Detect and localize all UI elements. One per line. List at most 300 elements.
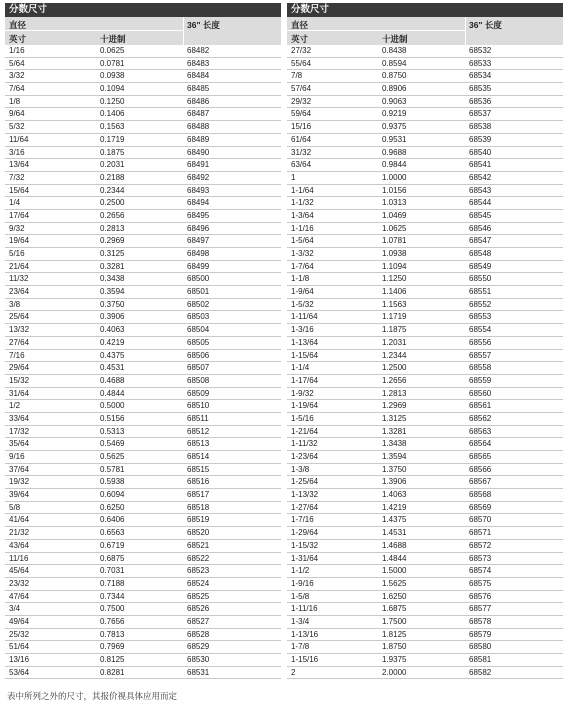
- code-cell: 68507: [187, 363, 210, 373]
- inch-cell: 3/32: [9, 71, 25, 81]
- decimal-cell: 0.4688: [100, 375, 125, 385]
- decimal-cell: 1.0781: [382, 236, 407, 246]
- decimal-cell: 1.3281: [382, 426, 407, 436]
- inch-cell: 25/64: [9, 312, 30, 322]
- code-cell: 68552: [469, 299, 492, 309]
- inch-cell: 55/64: [291, 58, 312, 68]
- inch-cell: 7/16: [9, 350, 25, 360]
- code-cell: 68502: [187, 299, 210, 309]
- inch-cell: 15/64: [9, 185, 30, 195]
- code-cell: 68553: [469, 312, 492, 322]
- code-cell: 68572: [469, 540, 492, 550]
- table-row: [287, 667, 563, 680]
- inch-cell: 7/32: [9, 172, 25, 182]
- table-row: [287, 324, 563, 337]
- inch-cell: 11/32: [9, 274, 29, 284]
- code-cell: 68532: [469, 46, 492, 55]
- inch-cell: 11/16: [9, 553, 29, 563]
- table-row: [5, 400, 281, 413]
- table-row: [5, 286, 281, 299]
- inch-cell: 31/32: [291, 147, 312, 157]
- inch-cell: 1-7/64: [291, 261, 314, 271]
- table-row: [5, 438, 281, 451]
- table-row: [287, 299, 563, 312]
- table-row: [5, 273, 281, 286]
- table-row: [287, 261, 563, 274]
- inch-cell: 19/32: [9, 477, 30, 487]
- table-row: [5, 350, 281, 363]
- header-length-code: 36" 长度: [469, 20, 502, 30]
- decimal-cell: 0.9531: [382, 134, 407, 144]
- code-cell: 68522: [187, 553, 210, 563]
- decimal-cell: 1.3438: [382, 439, 407, 449]
- inch-cell: 1-23/64: [291, 452, 319, 461]
- table-row: [5, 58, 281, 71]
- code-cell: 68500: [187, 274, 210, 284]
- decimal-cell: 1.8750: [382, 642, 407, 652]
- inch-cell: 49/64: [9, 616, 30, 626]
- code-cell: 68506: [187, 350, 210, 360]
- code-cell: 68559: [469, 375, 492, 385]
- decimal-cell: 1.4219: [382, 502, 407, 512]
- table-row: [287, 388, 563, 401]
- decimal-cell: 0.2813: [100, 223, 125, 233]
- inch-cell: 1-15/64: [291, 350, 319, 360]
- decimal-cell: 1.1563: [382, 299, 407, 309]
- decimal-cell: 0.3125: [100, 249, 125, 258]
- table-row: [5, 235, 281, 248]
- inch-cell: 63/64: [291, 160, 312, 170]
- decimal-cell: 1.1875: [382, 325, 407, 335]
- table-row: [287, 426, 563, 439]
- decimal-cell: 0.8281: [100, 667, 125, 677]
- table-row: [5, 413, 281, 426]
- inch-cell: 1-13/16: [291, 629, 319, 639]
- table-row: [5, 451, 281, 464]
- table-row: [5, 70, 281, 83]
- decimal-cell: 1.2500: [382, 363, 407, 373]
- code-cell: 68505: [187, 337, 210, 347]
- decimal-cell: 0.6875: [100, 553, 125, 563]
- footnote: 表中所列之外的尺寸，其报价视具体应用而定: [7, 691, 178, 701]
- inch-cell: 15/16: [291, 122, 312, 132]
- decimal-cell: 0.1875: [100, 147, 125, 157]
- code-cell: 68564: [469, 439, 492, 449]
- table-row: [5, 654, 281, 667]
- decimal-cell: 0.2344: [100, 185, 125, 195]
- decimal-cell: 0.5625: [100, 452, 125, 461]
- fraction-size-table-left: [5, 3, 281, 679]
- table-body: [5, 45, 281, 679]
- inch-cell: 9/32: [9, 223, 25, 233]
- inch-cell: 41/64: [9, 515, 30, 525]
- table-row: [287, 489, 563, 502]
- code-cell: 68582: [469, 667, 492, 677]
- table-row: [287, 565, 563, 578]
- table-row: [5, 261, 281, 274]
- inch-cell: 17/64: [9, 210, 30, 220]
- table-row: [287, 578, 563, 591]
- decimal-cell: 1.6250: [382, 591, 407, 601]
- decimal-cell: 0.5781: [100, 464, 125, 474]
- table-row: [5, 591, 281, 604]
- decimal-cell: 0.7344: [100, 591, 125, 601]
- code-cell: 68563: [469, 426, 492, 436]
- header-length-code: 36" 长度: [187, 20, 220, 30]
- decimal-cell: 0.6250: [100, 502, 125, 512]
- inch-cell: 9/64: [9, 109, 25, 119]
- table-row: [5, 489, 281, 502]
- decimal-cell: 0.8438: [382, 46, 407, 55]
- decimal-cell: 0.2031: [100, 160, 125, 170]
- table-row: [5, 667, 281, 680]
- inch-cell: 13/16: [9, 655, 30, 664]
- code-cell: 68529: [187, 642, 210, 652]
- decimal-cell: 1.0313: [382, 198, 407, 208]
- inch-cell: 29/32: [291, 96, 312, 106]
- table-row: [5, 362, 281, 375]
- inch-cell: 39/64: [9, 490, 30, 500]
- inch-cell: 1-13/32: [291, 490, 319, 500]
- code-cell: 68536: [469, 96, 492, 106]
- code-cell: 68557: [469, 350, 492, 360]
- code-cell: 68533: [469, 58, 492, 68]
- code-cell: 68541: [469, 160, 492, 170]
- code-cell: 68545: [469, 210, 492, 220]
- table-row: [5, 210, 281, 223]
- table-row: [5, 324, 281, 337]
- decimal-cell: 0.4531: [100, 363, 125, 373]
- code-cell: 68581: [469, 655, 492, 664]
- decimal-cell: 2.0000: [382, 667, 407, 677]
- code-cell: 68490: [187, 147, 210, 157]
- table-title: 分数尺寸: [5, 3, 281, 17]
- code-cell: 68556: [469, 337, 492, 347]
- inch-cell: 1-1/64: [291, 185, 314, 195]
- code-cell: 68517: [187, 490, 210, 500]
- table-row: [287, 311, 563, 324]
- decimal-cell: 1.3750: [382, 464, 407, 474]
- decimal-cell: 0.4063: [100, 325, 125, 335]
- inch-cell: 1-7/8: [291, 642, 310, 652]
- decimal-cell: 0.1563: [100, 122, 125, 132]
- table-row: [287, 223, 563, 236]
- decimal-cell: 1.5625: [382, 578, 407, 588]
- table-row: [287, 172, 563, 185]
- code-cell: 68558: [469, 363, 492, 373]
- code-cell: 68501: [187, 287, 210, 297]
- inch-cell: 13/32: [9, 325, 30, 335]
- code-cell: 68561: [469, 401, 492, 411]
- table-row: [287, 502, 563, 515]
- inch-cell: 25/32: [9, 629, 30, 639]
- table-row: [5, 527, 281, 540]
- table-row: [287, 159, 563, 172]
- code-cell: 68575: [469, 578, 492, 588]
- decimal-cell: 0.3281: [100, 261, 125, 271]
- table-row: [5, 197, 281, 210]
- code-cell: 68495: [187, 210, 210, 220]
- table-row: [287, 96, 563, 109]
- code-cell: 68544: [469, 198, 492, 208]
- code-cell: 68511: [187, 413, 209, 423]
- inch-cell: 1-29/64: [291, 528, 319, 538]
- code-cell: 68512: [187, 426, 210, 436]
- code-cell: 68578: [469, 616, 492, 626]
- decimal-cell: 1.4531: [382, 528, 407, 538]
- inch-cell: 57/64: [291, 84, 312, 94]
- code-cell: 68515: [187, 464, 210, 474]
- table-row: [287, 641, 563, 654]
- decimal-cell: 0.1250: [100, 96, 125, 106]
- code-cell: 68520: [187, 528, 210, 538]
- inch-cell: 1/16: [9, 46, 25, 55]
- table-row: [287, 83, 563, 96]
- decimal-cell: 0.9844: [382, 160, 407, 170]
- inch-cell: 1-21/64: [291, 426, 319, 436]
- inch-cell: 1-3/32: [291, 249, 314, 258]
- code-cell: 68565: [469, 452, 492, 461]
- header-diameter: 直径: [291, 20, 309, 30]
- inch-cell: 1-15/16: [291, 655, 319, 664]
- decimal-cell: 1.4375: [382, 515, 407, 525]
- decimal-cell: 0.4219: [100, 337, 125, 347]
- table-header: [287, 17, 563, 45]
- inch-cell: 37/64: [9, 464, 30, 474]
- code-cell: 68579: [469, 629, 492, 639]
- code-cell: 68494: [187, 198, 210, 208]
- inch-cell: 53/64: [9, 667, 30, 677]
- table-row: [287, 197, 563, 210]
- decimal-cell: 1.1719: [382, 312, 407, 322]
- decimal-cell: 0.5938: [100, 477, 125, 487]
- code-cell: 68566: [469, 464, 492, 474]
- inch-cell: 1-5/64: [291, 236, 314, 246]
- decimal-cell: 0.1406: [100, 109, 125, 119]
- decimal-cell: 1.4688: [382, 540, 407, 550]
- decimal-cell: 1.4844: [382, 553, 407, 563]
- code-cell: 68523: [187, 566, 210, 576]
- code-cell: 68570: [469, 515, 492, 525]
- inch-cell: 1-1/4: [291, 363, 310, 373]
- code-cell: 68538: [469, 122, 492, 132]
- code-cell: 68509: [187, 388, 210, 398]
- inch-cell: 7/64: [9, 84, 25, 94]
- inch-cell: 1-27/64: [291, 502, 319, 512]
- table-row: [5, 388, 281, 401]
- code-cell: 68525: [187, 591, 210, 601]
- inch-cell: 35/64: [9, 439, 30, 449]
- inch-cell: 9/16: [9, 452, 25, 461]
- table-row: [287, 616, 563, 629]
- decimal-cell: 1.2969: [382, 401, 407, 411]
- table-row: [5, 603, 281, 616]
- table-row: [287, 451, 563, 464]
- table-title: 分数尺寸: [287, 3, 563, 17]
- inch-cell: 1-3/8: [291, 464, 310, 474]
- inch-cell: 51/64: [9, 642, 30, 652]
- decimal-cell: 1.0469: [382, 210, 407, 220]
- code-cell: 68516: [187, 477, 210, 487]
- table-row: [287, 438, 563, 451]
- code-cell: 68540: [469, 147, 492, 157]
- decimal-cell: 1.5000: [382, 566, 407, 576]
- code-cell: 68577: [469, 604, 492, 614]
- table-row: [287, 235, 563, 248]
- table-row: [5, 337, 281, 350]
- table-row: [5, 45, 281, 58]
- table-row: [287, 553, 563, 566]
- inch-cell: 61/64: [291, 134, 312, 144]
- code-cell: 68560: [469, 388, 492, 398]
- inch-cell: 2: [291, 667, 296, 677]
- inch-cell: 1/2: [9, 401, 21, 411]
- inch-cell: 47/64: [9, 591, 30, 601]
- inch-cell: 29/64: [9, 363, 30, 373]
- code-cell: 68489: [187, 134, 210, 144]
- decimal-cell: 0.5469: [100, 439, 125, 449]
- code-cell: 68527: [187, 616, 210, 626]
- decimal-cell: 0.7500: [100, 604, 125, 614]
- decimal-cell: 0.7656: [100, 616, 125, 626]
- decimal-cell: 0.7969: [100, 642, 125, 652]
- decimal-cell: 0.3750: [100, 299, 125, 309]
- inch-cell: 1-3/4: [291, 616, 310, 626]
- code-cell: 68580: [469, 642, 492, 652]
- table-row: [287, 70, 563, 83]
- table-row: [287, 350, 563, 363]
- code-cell: 68568: [469, 490, 492, 500]
- decimal-cell: 0.7813: [100, 629, 125, 639]
- table-row: [287, 58, 563, 71]
- code-cell: 68574: [469, 566, 492, 576]
- code-cell: 68534: [469, 71, 492, 81]
- code-cell: 68569: [469, 502, 492, 512]
- table-row: [5, 134, 281, 147]
- table-row: [287, 464, 563, 477]
- table-row: [287, 45, 563, 58]
- decimal-cell: 0.3906: [100, 312, 125, 322]
- inch-cell: 1-1/32: [291, 198, 314, 208]
- inch-cell: 1-9/64: [291, 287, 314, 297]
- header-diameter: 直径: [9, 20, 27, 30]
- code-cell: 68486: [187, 96, 210, 106]
- code-cell: 68562: [469, 413, 492, 423]
- code-cell: 68518: [187, 502, 210, 512]
- inch-cell: 1-25/64: [291, 477, 319, 487]
- table-row: [287, 147, 563, 160]
- table-row: [287, 527, 563, 540]
- table-row: [287, 273, 563, 286]
- table-row: [287, 248, 563, 261]
- code-cell: 68543: [469, 185, 492, 195]
- code-cell: 68535: [469, 84, 492, 94]
- table-row: [287, 540, 563, 553]
- table-row: [287, 108, 563, 121]
- inch-cell: 19/64: [9, 236, 30, 246]
- decimal-cell: 1.7500: [382, 616, 407, 626]
- decimal-cell: 0.9688: [382, 147, 407, 157]
- code-cell: 68549: [469, 261, 492, 271]
- inch-cell: 1-5/32: [291, 299, 314, 309]
- code-cell: 68488: [187, 122, 210, 132]
- table-row: [5, 311, 281, 324]
- inch-cell: 11/64: [9, 134, 29, 144]
- decimal-cell: 0.6406: [100, 515, 125, 525]
- table-row: [5, 502, 281, 515]
- table-row: [287, 413, 563, 426]
- code-cell: 68551: [469, 287, 492, 297]
- decimal-cell: 0.8125: [100, 655, 125, 664]
- code-cell: 68492: [187, 172, 210, 182]
- decimal-cell: 0.5000: [100, 401, 125, 411]
- table-row: [5, 147, 281, 160]
- decimal-cell: 1.1406: [382, 287, 407, 297]
- header-decimal: 十进制: [100, 34, 126, 44]
- inch-cell: 5/32: [9, 122, 25, 132]
- decimal-cell: 1.0000: [382, 172, 407, 182]
- code-cell: 68496: [187, 223, 210, 233]
- decimal-cell: 1.0156: [382, 185, 407, 195]
- table-row: [287, 400, 563, 413]
- code-cell: 68499: [187, 261, 210, 271]
- decimal-cell: 0.6094: [100, 490, 125, 500]
- table-row: [5, 172, 281, 185]
- inch-cell: 27/32: [291, 46, 312, 55]
- table-row: [5, 641, 281, 654]
- inch-cell: 5/16: [9, 249, 25, 258]
- code-cell: 68482: [187, 46, 210, 55]
- table-row: [5, 83, 281, 96]
- inch-cell: 1-15/32: [291, 540, 319, 550]
- header-decimal: 十进制: [382, 34, 408, 44]
- code-cell: 68503: [187, 312, 210, 322]
- table-row: [287, 185, 563, 198]
- table-row: [5, 565, 281, 578]
- table-row: [5, 578, 281, 591]
- table-row: [5, 616, 281, 629]
- code-cell: 68571: [469, 528, 492, 538]
- table-row: [287, 134, 563, 147]
- decimal-cell: 1.2656: [382, 375, 407, 385]
- decimal-cell: 1.2813: [382, 388, 407, 398]
- inch-cell: 1-1/2: [291, 566, 310, 576]
- decimal-cell: 0.1719: [100, 134, 125, 144]
- inch-cell: 1-7/16: [291, 515, 314, 525]
- table-row: [287, 591, 563, 604]
- code-cell: 68531: [187, 667, 210, 677]
- inch-cell: 13/64: [9, 160, 30, 170]
- inch-cell: 1-11/64: [291, 312, 318, 322]
- code-cell: 68483: [187, 58, 210, 68]
- table-row: [5, 553, 281, 566]
- inch-cell: 3/16: [9, 147, 25, 157]
- inch-cell: 1-17/64: [291, 375, 319, 385]
- code-cell: 68491: [187, 160, 210, 170]
- inch-cell: 17/32: [9, 426, 30, 436]
- inch-cell: 27/64: [9, 337, 30, 347]
- header-inch: 英寸: [291, 34, 309, 44]
- table-row: [5, 121, 281, 134]
- table-row: [287, 337, 563, 350]
- table-row: [5, 248, 281, 261]
- code-cell: 68519: [187, 515, 210, 525]
- table-row: [5, 476, 281, 489]
- table-row: [5, 299, 281, 312]
- decimal-cell: 1.2031: [382, 337, 407, 347]
- decimal-cell: 0.9375: [382, 122, 407, 132]
- code-cell: 68573: [469, 553, 492, 563]
